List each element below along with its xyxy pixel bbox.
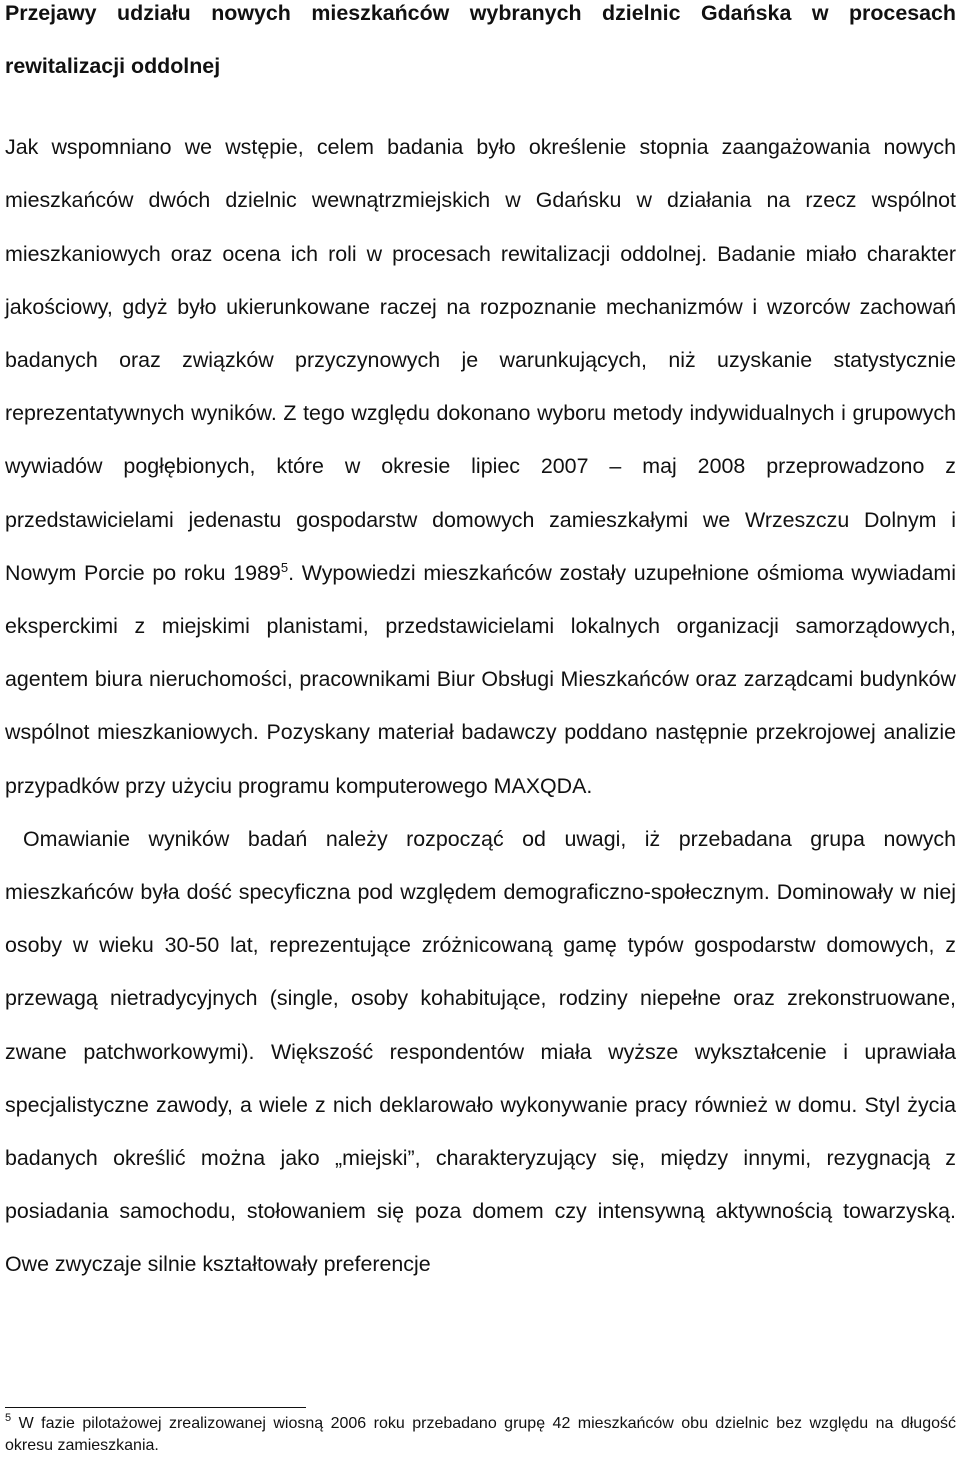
document-page — [5, 0, 956, 1292]
footnote-number: 5 — [5, 1412, 12, 1424]
section-title: Przejawy udziału nowych mieszkańców wybranych dzielnic Gdańska w procesach rewitalizacji oddolnej — [5, 1, 956, 78]
footnote-reference[interactable]: 5 — [280, 559, 289, 575]
paragraph-1-text-part-1: Jak wspomniano we wstępie, celem badania było określenie stopnia zaangażowania nowych mieszkańców dwóch dzielnic wewnątrzmiejskich w Gdańsku w działania na rzecz wspólnot mieszkaniowych oraz ocena ich roli w procesach rewitalizacji oddolnej. Badanie miało charakter jakościowy, gdyż było ukierunkowane raczej na rozpoznanie mechanizmów i wzorców zachowań badanych oraz związków przyczynowych je warunkujących, niż uzyskanie statystycznie reprezentatywnych wyników. Z tego względu dokonano wyboru metody indywidualnych i grupowych wywiadów pogłębionych, które w okresie lipiec 2007 – maj 2008 przeprowadzono z przedstawicielami jedenastu gospodarstw domowych zamieszkałymi we Wrzeszczu Dolnym i Nowym Porcie po roku 1989 — [5, 135, 956, 585]
paragraph-1-text-part-2: . Wypowiedzi mieszkańców zostały uzupełnione ośmioma wywiadami eksperckimi z miejskimi planistami, przedstawicielami lokalnych organizacji samorządowych, agentem biura nieruchomości, pracownikami Biur Obsługi Mieszkańców oraz zarządcami budynków wspólnot mieszkaniowych. Pozyskany materiał badawczy poddano następnie przekrojowej analizie przypadków przy użyciu programu komputerowego MAXQDA. — [5, 560, 956, 798]
body-paragraph-1 — [5, 121, 956, 813]
footnote-separator — [5, 1407, 306, 1408]
footnote-text: W fazie pilotażowej zrealizowanej wiosną 2006 roku przebadano grupę 42 mieszkańców obu dzielnic bez względu na długość okresu zamieszkania. — [5, 1415, 956, 1454]
footnote — [5, 1413, 956, 1457]
body-paragraph-2: Omawianie wyników badań należy rozpocząć od uwagi, iż przebadana grupa nowych mieszkańców była dość specyficzna pod względem demograficzno-społecznym. Dominowały w niej osoby w wieku 30-50 lat, reprezentujące zróżnicowaną gamę typów gospodarstw domowych, z przewagą nietradycyjnych (single, osoby kohabitujące, rodziny niepełne oraz zrekonstruowane, zwane patchworkowymi). Większość respondentów miała wyższe wykształcenie i uprawiała specjalistyczne zawody, a wiele z nich deklarowało wykonywanie pracy również w domu. Styl życia badanych określić można jako „miejski”, charakteryzujący się, między innymi, rezygnacją z posiadania samochodu, stołowaniem się poza domem czy intensywną aktywnością towarzyską. Owe zwyczaje silnie kształtowały preferencje — [5, 826, 956, 1277]
